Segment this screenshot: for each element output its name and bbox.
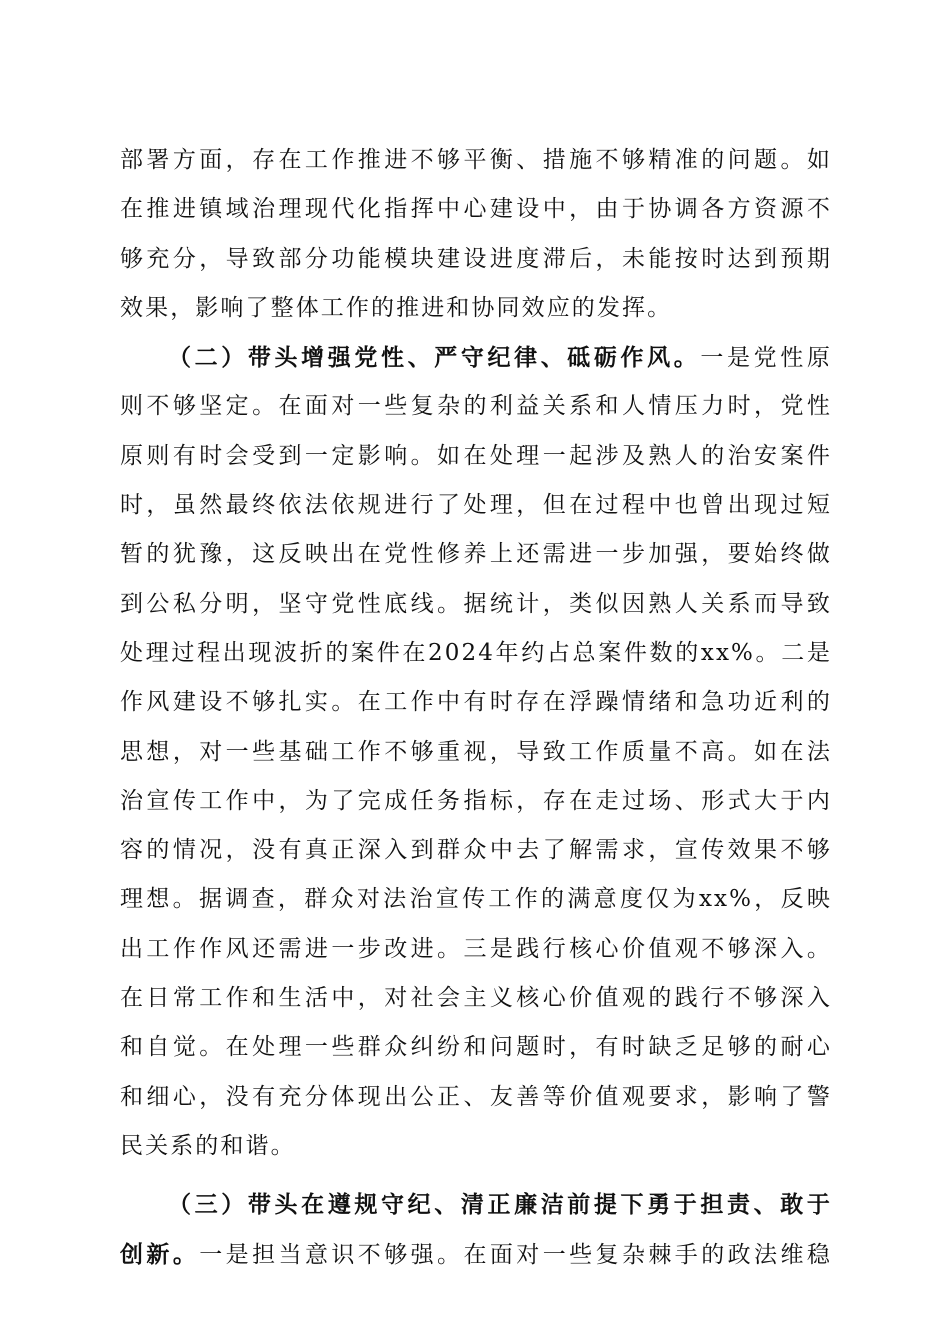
text-line: 原则有时会受到一定影响。如在处理一起涉及熟人的治安案件	[120, 442, 832, 469]
text-line	[120, 333, 832, 382]
text-line	[120, 1230, 832, 1279]
text-line: 则不够坚定。在面对一些复杂的利益关系和人情压力时，党性	[120, 393, 832, 420]
text-line: 时，虽然最终依法依规进行了处理，但在过程中也曾出现过短	[120, 492, 832, 519]
paragraph-1	[120, 136, 832, 333]
text-line: 治宣传工作中，为了完成任务指标，存在走过场、形式大于内	[120, 787, 832, 814]
text-line: 在日常工作和生活中，对社会主义核心价值观的践行不够深入	[120, 985, 832, 1012]
text-line: 处理过程出现波折的案件在2024年约占总案件数的xx%。二是	[120, 639, 832, 666]
text-line: 出工作作风还需进一步改进。三是践行核心价值观不够深入。	[120, 935, 832, 962]
text-line: 理想。据调查，群众对法治宣传工作的满意度仅为xx%，反映	[120, 886, 832, 913]
section-heading-3: （三）带头在遵规守纪、清正廉洁前提下勇于担责、敢于	[168, 1191, 832, 1219]
paragraph-gap	[120, 1171, 832, 1180]
text-line: 够充分，导致部分功能模块建设进度滞后，未能按时达到预期	[120, 245, 832, 272]
text-line: 容的情况，没有真正深入到群众中去了解需求，宣传效果不够	[120, 837, 832, 864]
text-line: 作风建设不够扎实。在工作中有时存在浮躁情绪和急功近利的	[120, 689, 832, 716]
text-line: 思想，对一些基础工作不够重视，导致工作质量不高。如在法	[120, 738, 832, 765]
text-line: 暂的犹豫，这反映出在党性修养上还需进一步加强，要始终做	[120, 541, 832, 568]
text-line: 和自觉。在处理一些群众纠纷和问题时，有时缺乏足够的耐心	[120, 1034, 832, 1061]
paragraph-3	[120, 1180, 832, 1279]
document-body	[120, 136, 832, 1279]
text-span: 一是党性原	[700, 345, 833, 372]
section-heading-2: （二）带头增强党性、严守纪律、砥砺作风。	[168, 344, 701, 372]
text-line: 在推进镇域治理现代化指挥中心建设中，由于协调各方资源不	[120, 196, 832, 223]
text-line: 和细心，没有充分体现出公正、友善等价值观要求，影响了警	[120, 1083, 832, 1110]
text-line: 部署方面，存在工作推进不够平衡、措施不够精准的问题。如	[120, 147, 832, 173]
text-line: 民关系的和谐。	[120, 1132, 296, 1159]
text-line: 到公私分明，坚守党性底线。据统计，类似因熟人关系而导致	[120, 590, 832, 617]
paragraph-2	[120, 333, 832, 1171]
text-span: 一是担当意识不够强。在面对一些复杂棘手的政法维稳	[199, 1241, 832, 1268]
text-line: 效果，影响了整体工作的推进和协同效应的发挥。	[120, 294, 673, 321]
section-heading-3-end: 创新。	[120, 1240, 200, 1268]
